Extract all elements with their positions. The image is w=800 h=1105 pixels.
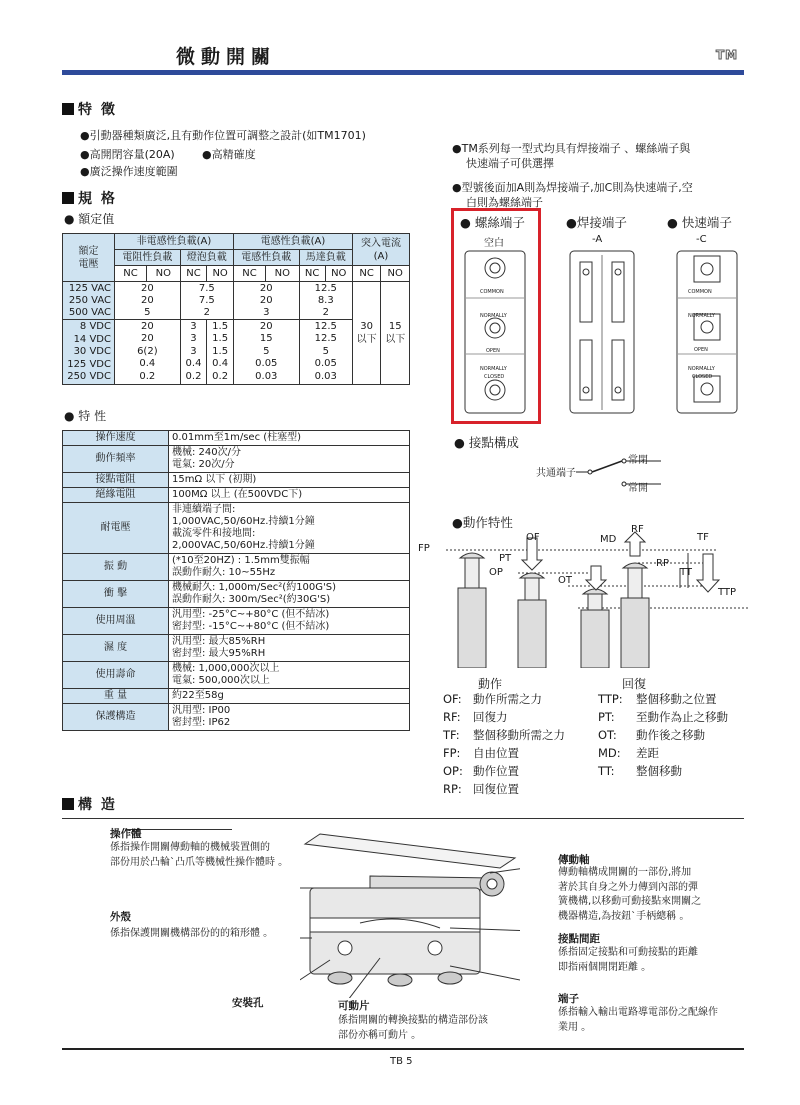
char-value-line: 誤動作耐久: 300m/Sec²(約30G'S) xyxy=(172,594,331,605)
movable-desc: 係指開關的轉換接點的構造部份該 部份亦稱可動片 。 xyxy=(338,1015,488,1041)
feature-item: ●廣泛操作速度範圍 xyxy=(80,165,178,178)
char-key: 接點電阻 xyxy=(63,473,169,488)
motion-diagram xyxy=(418,528,748,668)
char-key: 動作頻率 xyxy=(63,446,169,473)
legend-value: 整個移動之位置 xyxy=(636,692,717,706)
value-cell: 15 xyxy=(259,333,273,344)
char-row xyxy=(63,488,410,503)
brand-logo: TM xyxy=(716,48,739,62)
voltage-label: 250 VAC xyxy=(68,295,111,306)
char-value-line: 載流零件和接地間: xyxy=(172,528,256,539)
legend-row xyxy=(443,780,565,798)
char-value-line: 汎用型: 最大85%RH xyxy=(172,636,266,647)
char-row xyxy=(63,704,410,731)
feature-item: ●高開閉容量(20A) xyxy=(80,148,175,161)
label-ttp: TTP xyxy=(718,587,737,598)
char-value-line: 1,000VAC,50/60Hz.持續1分鐘 xyxy=(172,516,315,527)
plunger-desc: 傳動軸構成開關的一部份,將加 著於其自身之外力傳到內部的彈 簧機構,以移動可動接點來開關之 機器構造,為按鈕`手柄總稱 。 xyxy=(558,867,702,922)
char-key: 絕緣電阻 xyxy=(63,488,169,503)
feature-note: ●TM系列每一型式均具有焊接端子 、螺絲端子與 xyxy=(452,142,691,155)
legend-value: 回復位置 xyxy=(473,782,519,796)
char-row xyxy=(63,581,410,608)
no-header: NO xyxy=(147,266,181,282)
char-row xyxy=(63,608,410,635)
legend-row xyxy=(598,726,728,744)
feature-item: ●引動器種類廣泛,且有動作位置可調整之設計(如TM1701) xyxy=(80,129,366,142)
switch-structure-diagram xyxy=(300,828,520,998)
terminal-suffix: 空白 xyxy=(484,238,504,249)
char-row xyxy=(63,689,410,704)
col-rated: 額定 電壓 xyxy=(63,234,115,282)
legend-row xyxy=(598,690,728,708)
legend-value: 至動作為止之移動 xyxy=(636,710,728,724)
legend-value: 動作後之移動 xyxy=(636,728,705,742)
feature-note: 白則為螺絲端子 xyxy=(466,196,543,209)
quick-terminal-diagram xyxy=(676,250,738,415)
sub-header: 燈泡負載 xyxy=(180,250,233,266)
char-value-line: 電氣: 20次/分 xyxy=(172,459,235,470)
value-cell: 5 xyxy=(144,306,151,318)
value-cell: 12.5 xyxy=(314,333,337,344)
label-pt: PT xyxy=(499,553,512,564)
value-cell: 0.2 xyxy=(185,370,202,382)
legend-value: 整個移動 xyxy=(636,764,682,778)
char-label: ● 特 性 xyxy=(64,409,107,423)
value-cell: 3 xyxy=(263,306,270,318)
plunger-title: 傳動軸 xyxy=(558,854,590,866)
inrush-no: 15 以下 xyxy=(381,282,410,385)
mark-common: COMMON xyxy=(688,289,712,295)
terminal-label-quick: ● 快速端子 xyxy=(667,215,732,230)
screw-terminal-diagram xyxy=(464,250,526,415)
legend-row xyxy=(443,744,565,762)
value-cell: 3 xyxy=(190,345,197,357)
value-cell: 0.05 xyxy=(314,358,337,369)
value-cell: 6(2) xyxy=(137,345,158,357)
legend-row xyxy=(443,762,565,780)
motion-col2: 回復 xyxy=(622,677,647,691)
page-number: TB 5 xyxy=(390,1056,413,1067)
features-heading: 特 徵 xyxy=(62,99,117,119)
legend-row xyxy=(598,744,728,762)
mark-closed: CLOSED xyxy=(484,374,505,380)
value-cell: 0.4 xyxy=(139,358,156,369)
voltage-label: 8 VDC xyxy=(79,321,111,332)
terminal-label-solder: ●焊接端子 xyxy=(566,215,627,230)
specs-heading: 規 格 xyxy=(62,188,117,208)
feature-note: 快速端子可供選擇 xyxy=(466,157,554,170)
value-cell: 0.2 xyxy=(212,370,229,382)
char-value-line: 汎用型: -25°C~+80°C (但不結冰) xyxy=(172,609,330,620)
nc-label: 常閉 xyxy=(628,455,648,466)
legend-key: OT: xyxy=(598,728,617,742)
value-cell: 8.3 xyxy=(317,294,334,306)
char-row xyxy=(63,473,410,488)
voltage-label: 125 VAC xyxy=(68,283,111,294)
actuator-desc: 係指操作開關傳動軸的機械裝置側的 部份用於凸輪`凸爪等機械性操作體時 。 xyxy=(110,842,289,868)
value-cell: 1.5 xyxy=(212,345,229,357)
legend-value: 回復力 xyxy=(473,710,508,724)
char-row xyxy=(63,554,410,581)
legend-value: 差距 xyxy=(636,746,659,760)
value-cell: 2 xyxy=(203,306,210,318)
char-row xyxy=(63,446,410,473)
char-value-line: 2,000VAC,50/60Hz.持續1分鐘 xyxy=(172,540,315,551)
inrush-nc: 30 以下 xyxy=(352,282,381,385)
legend-key: FP: xyxy=(443,746,461,760)
char-value xyxy=(169,581,410,608)
legend-key: TTP: xyxy=(598,692,623,706)
characteristics-table xyxy=(62,430,410,731)
sub-header: 電感性負載 xyxy=(233,250,299,266)
mount-hole-title: 安裝孔 xyxy=(232,997,264,1009)
legend-key: TF: xyxy=(443,728,460,742)
terminal-label-screw: ● 螺絲端子 xyxy=(460,215,525,230)
mark-common: COMMON xyxy=(480,289,504,295)
legend-row xyxy=(443,726,565,744)
value-cell: 20 xyxy=(140,282,154,294)
char-row xyxy=(63,503,410,554)
voltage-label: 250 VDC xyxy=(67,371,111,382)
motion-col1: 動作 xyxy=(478,677,503,691)
label-of: OF xyxy=(526,532,540,543)
mark-normally: NORMALLY xyxy=(480,366,507,372)
char-value xyxy=(169,554,410,581)
motion-legend-left xyxy=(443,690,565,798)
value-cell: 0.4 xyxy=(185,358,202,369)
char-value-line: 0.01mm至1m/sec (柱塞型) xyxy=(172,432,302,443)
char-row xyxy=(63,635,410,662)
voltage-label: 14 VDC xyxy=(73,333,111,345)
value-cell: 12.5 xyxy=(314,320,337,332)
char-row xyxy=(63,431,410,446)
legend-value: 動作所需之力 xyxy=(473,692,542,706)
label-md: MD xyxy=(600,534,617,545)
gap-title: 接點間距 xyxy=(558,933,600,945)
value-cell: 0.03 xyxy=(255,370,278,382)
value-cell: 0.03 xyxy=(314,370,337,382)
header-bar xyxy=(62,70,744,75)
footer-divider xyxy=(62,1048,744,1050)
legend-key: RP: xyxy=(443,782,462,796)
motion-heading: ●動作特性 xyxy=(452,515,513,530)
common-terminal-label: 共通端子 xyxy=(536,468,576,479)
char-value-line: 汎用型: IP00 xyxy=(172,705,231,716)
legend-key: MD: xyxy=(598,746,621,760)
legend-key: PT: xyxy=(598,710,615,724)
char-value-line: 密封型: 最大95%RH xyxy=(172,648,266,659)
voltage-label: 30 VDC xyxy=(73,346,111,357)
label-op: OP xyxy=(489,567,503,578)
solder-terminal-diagram xyxy=(568,250,636,415)
value-cell: 20 xyxy=(259,294,273,306)
char-value-line: (*10至20HZ) : 1.5mm雙振幅 xyxy=(172,555,310,566)
group-header: 電感性負載(A) xyxy=(233,234,352,250)
value-cell: 7.5 xyxy=(198,294,215,306)
char-value xyxy=(169,446,410,473)
voltage-label: 125 VDC xyxy=(67,358,111,370)
legend-key: OP: xyxy=(443,764,463,778)
char-value-line: 100MΩ 以上 (在500VDC下) xyxy=(172,489,303,500)
housing-title: 外殼 xyxy=(110,911,131,923)
legend-row xyxy=(443,708,565,726)
value-cell: 0.05 xyxy=(255,358,278,369)
no-label: 常開 xyxy=(628,483,648,494)
char-key: 振 動 xyxy=(63,554,169,581)
legend-key: RF: xyxy=(443,710,461,724)
contact-heading: ● 接點構成 xyxy=(454,435,519,450)
char-row xyxy=(63,662,410,689)
value-cell: 20 xyxy=(259,282,273,294)
actuator-title: 操作體 xyxy=(110,828,142,840)
mark-open: OPEN xyxy=(486,348,500,354)
square-bullet-icon xyxy=(62,103,74,115)
nc-header: NC xyxy=(115,266,147,282)
legend-value: 動作位置 xyxy=(473,764,519,778)
nc-header: NC xyxy=(352,266,381,282)
value-cell: 20 xyxy=(140,320,154,332)
char-value xyxy=(169,662,410,689)
mark-open: OPEN xyxy=(694,347,708,353)
sub-header: 馬達負載 xyxy=(299,250,352,266)
legend-row xyxy=(598,708,728,726)
char-value-line: 約22至58g xyxy=(172,690,224,701)
char-key: 重 量 xyxy=(63,689,169,704)
label-rf: RF xyxy=(631,524,644,535)
char-value-line: 密封型: -15°C~+80°C (但不結冰) xyxy=(172,621,330,632)
group-header: 非電感性負載(A) xyxy=(115,234,234,250)
char-value xyxy=(169,608,410,635)
legend-row xyxy=(443,690,565,708)
gap-desc: 係指固定接點和可動接點的距離 即指兩個開閉距離 。 xyxy=(558,947,698,973)
housing-desc: 係指保護開關機構部份的的箱形體 。 xyxy=(110,928,274,939)
legend-row xyxy=(598,762,728,780)
mark-normally: NORMALLY xyxy=(688,366,715,372)
char-key: 使用周溫 xyxy=(63,608,169,635)
no-header: NO xyxy=(325,266,352,282)
feature-note: ●型號後面加A則為焊接端子,加C則為快速端子,空 xyxy=(452,181,693,194)
terminal-title: 端子 xyxy=(558,993,579,1005)
value-cell: 12.5 xyxy=(314,282,337,294)
terminal-suffix: -C xyxy=(696,234,707,245)
char-value xyxy=(169,503,410,554)
char-key: 保護構造 xyxy=(63,704,169,731)
char-value xyxy=(169,635,410,662)
legend-value: 自由位置 xyxy=(473,746,519,760)
page-title: 微動開關 xyxy=(176,46,277,68)
char-value xyxy=(169,689,410,704)
nc-header: NC xyxy=(299,266,325,282)
group-header: 突入電流 (A) xyxy=(352,234,409,266)
char-value-line: 機械: 1,000,000次以上 xyxy=(172,663,280,674)
no-header: NO xyxy=(265,266,299,282)
no-header: NO xyxy=(381,266,410,282)
value-cell: 0.4 xyxy=(212,358,229,369)
terminal-desc: 係指輸入輸出電路導電部份之配線作 業用 。 xyxy=(558,1007,718,1033)
mark-normally: NORMALLY xyxy=(688,313,715,319)
label-rp: RP xyxy=(656,558,669,569)
nc-header: NC xyxy=(233,266,265,282)
value-cell: 0.2 xyxy=(139,370,156,382)
no-header: NO xyxy=(207,266,234,282)
char-value-line: 密封型: IP62 xyxy=(172,717,231,728)
char-key: 衝 擊 xyxy=(63,581,169,608)
value-cell: 20 xyxy=(259,320,273,332)
mark-closed: CLOSED xyxy=(692,374,713,380)
value-cell: 20 xyxy=(140,294,154,306)
char-key: 耐電壓 xyxy=(63,503,169,554)
square-bullet-icon xyxy=(62,192,74,204)
value-cell: 1.5 xyxy=(212,333,229,344)
sub-header: 電阻性負載 xyxy=(115,250,181,266)
structure-divider xyxy=(62,818,744,819)
structure-heading: 構 造 xyxy=(62,794,117,814)
char-value-line: 電氣: 500,000次以上 xyxy=(172,675,270,686)
char-value xyxy=(169,473,410,488)
char-key: 使用壽命 xyxy=(63,662,169,689)
feature-item: ●高精確度 xyxy=(202,148,256,161)
char-value-line: 誤動作耐久: 10~55Hz xyxy=(172,567,276,578)
char-value xyxy=(169,488,410,503)
voltage-label: 500 VAC xyxy=(68,307,111,318)
char-value xyxy=(169,431,410,446)
char-key: 操作速度 xyxy=(63,431,169,446)
legend-value: 整個移動所需之力 xyxy=(473,728,565,742)
char-value-line: 機械: 240次/分 xyxy=(172,447,242,458)
value-cell: 3 xyxy=(190,320,197,332)
value-cell: 3 xyxy=(190,333,197,344)
value-cell: 5 xyxy=(263,345,270,357)
char-value-line: 非連續端子間: xyxy=(172,504,236,515)
char-value-line: 15mΩ 以下 (初期) xyxy=(172,474,257,485)
legend-key: OF: xyxy=(443,692,462,706)
square-bullet-icon xyxy=(62,798,74,810)
motion-legend-right xyxy=(598,690,728,780)
label-fp: FP xyxy=(418,543,430,554)
mark-normally: NORMALLY xyxy=(480,313,507,319)
label-ot: OT xyxy=(558,575,572,586)
movable-title: 可動片 xyxy=(338,1000,370,1012)
char-value xyxy=(169,704,410,731)
label-tt: TT xyxy=(680,567,693,578)
value-cell: 20 xyxy=(140,333,154,344)
value-cell: 1.5 xyxy=(212,320,229,332)
label-tf: TF xyxy=(697,532,709,543)
rating-label: ● 額定值 xyxy=(64,212,115,226)
value-cell: 5 xyxy=(322,345,329,357)
char-key: 濕 度 xyxy=(63,635,169,662)
terminal-suffix: -A xyxy=(592,234,603,245)
value-cell: 7.5 xyxy=(198,282,215,294)
char-value-line: 機械耐久: 1,000m/Sec²(約100G'S) xyxy=(172,582,337,593)
rating-table xyxy=(62,233,410,385)
nc-header: NC xyxy=(180,266,207,282)
value-cell: 2 xyxy=(322,306,329,318)
legend-key: TT: xyxy=(598,764,615,778)
